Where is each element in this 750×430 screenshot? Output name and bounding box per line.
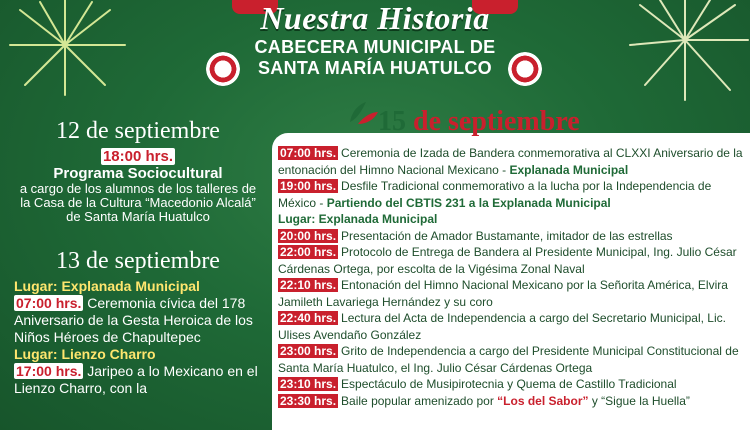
- band-name-1: “Los del Sabor”: [497, 393, 589, 408]
- item-text: Protocolo de Entrega de Bandera al Presidente Municipal, Ing. Julio César Cárdenas Ortega, por escolta de la Vigésima Zonal Naval: [278, 245, 737, 276]
- item-text: Espectáculo de Musipirotecnia y Quema de Castillo Tradicional: [341, 377, 677, 391]
- time-badge: 23:10 hrs.: [280, 377, 337, 391]
- firework-left-icon: [0, 0, 150, 100]
- list-item: [278, 277, 746, 310]
- list-item: [278, 343, 746, 376]
- time-badge: 22:00 hrs.: [280, 245, 337, 259]
- date-heading-15: [348, 106, 698, 138]
- time-badge: 23:00 hrs.: [280, 344, 337, 358]
- rosette-left-icon: [206, 52, 240, 86]
- lugar-15: Lugar: Explanada Municipal: [278, 212, 438, 226]
- date-heading-13: 13 de septiembre: [56, 248, 220, 274]
- lugar-13-a: Lugar: Explanada Municipal: [14, 278, 200, 294]
- date-heading-12: 12 de septiembre: [56, 118, 220, 144]
- item-text: Ceremonia de Izada de Bandera conmemorativa al CLXXI Aniversario de la entonación del Himno Nacional Mexicano -: [278, 146, 743, 177]
- time-badge: 23:30 hrs.: [280, 393, 337, 408]
- item-location: Explanada Municipal: [509, 162, 629, 177]
- list-item: [278, 393, 746, 410]
- rosette-right-icon: [508, 52, 542, 86]
- time-badge: 20:00 hrs.: [280, 228, 337, 243]
- item-text: Desfile Tradicional conmemorativo a la lucha por la Independencia de México -: [278, 179, 712, 210]
- list-item: [278, 244, 746, 277]
- lugar-13-b: Lugar: Lienzo Charro: [14, 346, 156, 362]
- time-badge-12: 18:00 hrs.: [102, 148, 174, 165]
- item-text: Entonación del Himno Nacional Mexicano por la Señorita América, Elvira Jamileth Lavariega Hernández y su coro: [278, 278, 728, 309]
- list-item: [278, 145, 746, 178]
- header: [190, 0, 560, 92]
- subtitle-line-2: SANTA MARÍA HUATULCO: [258, 58, 492, 78]
- list-item: [278, 228, 746, 245]
- event-13-a-text: Ceremonia cívica del 178 Aniversario de la Gesta Heroica de los Niños Héroes de Chapultepec: [14, 295, 253, 345]
- time-badge: 07:00 hrs.: [280, 146, 337, 160]
- item-location: Partiendo del CBTIS 231 a la Explanada Municipal: [326, 195, 611, 210]
- event-13-b-text: Jaripeo a lo Mexicano en el Lienzo Charro, con la: [14, 363, 258, 396]
- event-desc-12: a cargo de los alumnos de los talleres de la Casa de la Cultura “Macedonio Alcalá” de Santa María Huatulco: [19, 181, 257, 224]
- list-item: [278, 376, 746, 393]
- subtitle-line-1: CABECERA MUNICIPAL DE: [254, 37, 496, 57]
- schedule-list-15: [278, 145, 746, 409]
- left-column: [12, 118, 264, 397]
- page-title: Nuestra Historia: [260, 0, 490, 36]
- item-text: Lectura del Acta de Independencia a cargo del Secretario Municipal, Lic. Ulises Avendaño González: [278, 311, 726, 342]
- item-text: Presentación de Amador Bustamante, imitador de las estrellas: [341, 228, 673, 243]
- event-13-b: [12, 363, 264, 397]
- time-badge-13-b: 17:00 hrs.: [16, 363, 82, 379]
- date-heading-15-text: de septiembre: [413, 106, 580, 137]
- time-badge: 22:10 hrs.: [280, 278, 337, 292]
- band-name-2: y “Sigue la Huella”: [588, 393, 690, 408]
- list-item: [278, 310, 746, 343]
- time-badge: 22:40 hrs.: [280, 311, 337, 325]
- event-title-12: Programa Sociocultural: [53, 165, 223, 182]
- event-13-a: [12, 295, 264, 346]
- item-text: Baile popular amenizado por: [341, 393, 498, 408]
- firework-right-icon: [600, 0, 750, 110]
- list-item: [278, 178, 746, 211]
- date-heading-15-number: 15: [378, 106, 406, 137]
- item-text: Grito de Independencia a cargo del Presidente Municipal Constitucional de Santa María Huatulco, el Ing. Julio César Cárdenas Ortega: [278, 344, 739, 375]
- time-badge: 19:00 hrs.: [280, 179, 337, 193]
- time-badge-13-a: 07:00 hrs.: [16, 295, 82, 311]
